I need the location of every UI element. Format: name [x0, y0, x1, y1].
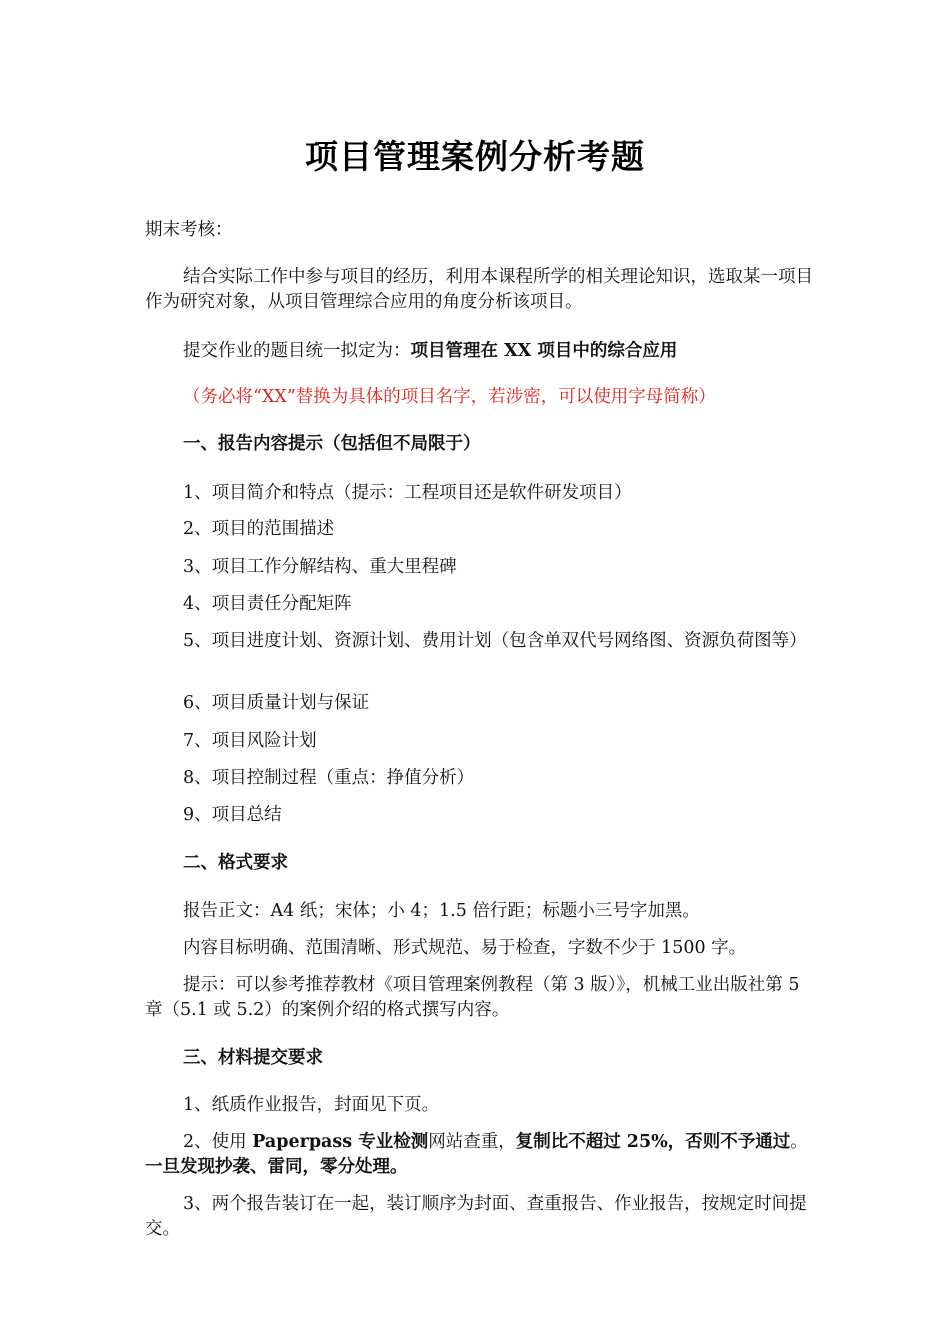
- intro-paragraph: 结合实际工作中参与项目的经历，利用本课程所学的相关理论知识，选取某一项目作为研究对象，从项目管理综合应用的角度分析该项目。: [145, 267, 813, 312]
- section3-heading: 三、材料提交要求: [183, 1048, 323, 1068]
- submit-item-2-period: 。: [790, 1132, 808, 1152]
- submit-item-2-site: 网站查重，: [428, 1132, 516, 1152]
- list-item: 6、项目质量计划与保证: [183, 693, 370, 713]
- page-title: 项目管理案例分析考题: [305, 137, 645, 176]
- topic-line: [183, 339, 815, 364]
- exam-label: 期末考核：: [145, 220, 233, 240]
- plagiarism-rule: 一旦发现抄袭、雷同，零分处理。: [145, 1157, 408, 1177]
- list-item: 9、项目总结: [183, 805, 282, 825]
- topic-title: 项目管理在 XX 项目中的综合应用: [410, 341, 678, 361]
- list-item: 7、项目风险计划: [183, 731, 317, 751]
- similarity-rule: 复制比不超过 25%，否则不予通过: [515, 1132, 791, 1152]
- list-item: 3、项目工作分解结构、重大里程碑: [183, 557, 457, 577]
- submit-item-3: 3、两个报告装订在一起，装订顺序为封面、查重报告、作业报告，按规定时间提交。: [145, 1194, 807, 1239]
- section1-heading: 一、报告内容提示（包括但不局限于）: [183, 434, 481, 454]
- section2-heading: 二、格式要求: [183, 853, 288, 873]
- submit-item-2: [145, 1130, 815, 1180]
- submit-item-2-prefix: 2、使用: [183, 1132, 253, 1152]
- list-item: 1、项目简介和特点（提示：工程项目还是软件研发项目）: [183, 483, 632, 503]
- format-line-1: 报告正文：A4 纸；宋体；小 4；1.5 倍行距；标题小三号字加黑。: [183, 901, 700, 921]
- list-item: 8、项目控制过程（重点：挣值分析）: [183, 768, 475, 788]
- red-note: （务必将“XX”替换为具体的项目名字，若涉密，可以使用字母简称）: [183, 387, 716, 407]
- format-line-2: 内容目标明确、范围清晰、形式规范、易于检查，字数不少于 1500 字。: [183, 938, 747, 958]
- list-item: 4、项目责任分配矩阵: [183, 594, 352, 614]
- format-line-3: 提示：可以参考推荐教材《项目管理案例教程（第 3 版）》，机械工业出版社第 5 章（5.1 或 5.2）的案例介绍的格式撰写内容。: [145, 975, 800, 1020]
- list-item: 2、项目的范围描述: [183, 519, 335, 539]
- paperpass-label: Paperpass 专业检测: [252, 1132, 429, 1152]
- topic-prefix: 提交作业的题目统一拟定为：: [183, 341, 411, 361]
- list-item: 5、项目进度计划、资源计划、费用计划（包含单双代号网络图、资源负荷图等）: [183, 631, 807, 651]
- submit-item-1: 1、纸质作业报告，封面见下页。: [183, 1095, 440, 1115]
